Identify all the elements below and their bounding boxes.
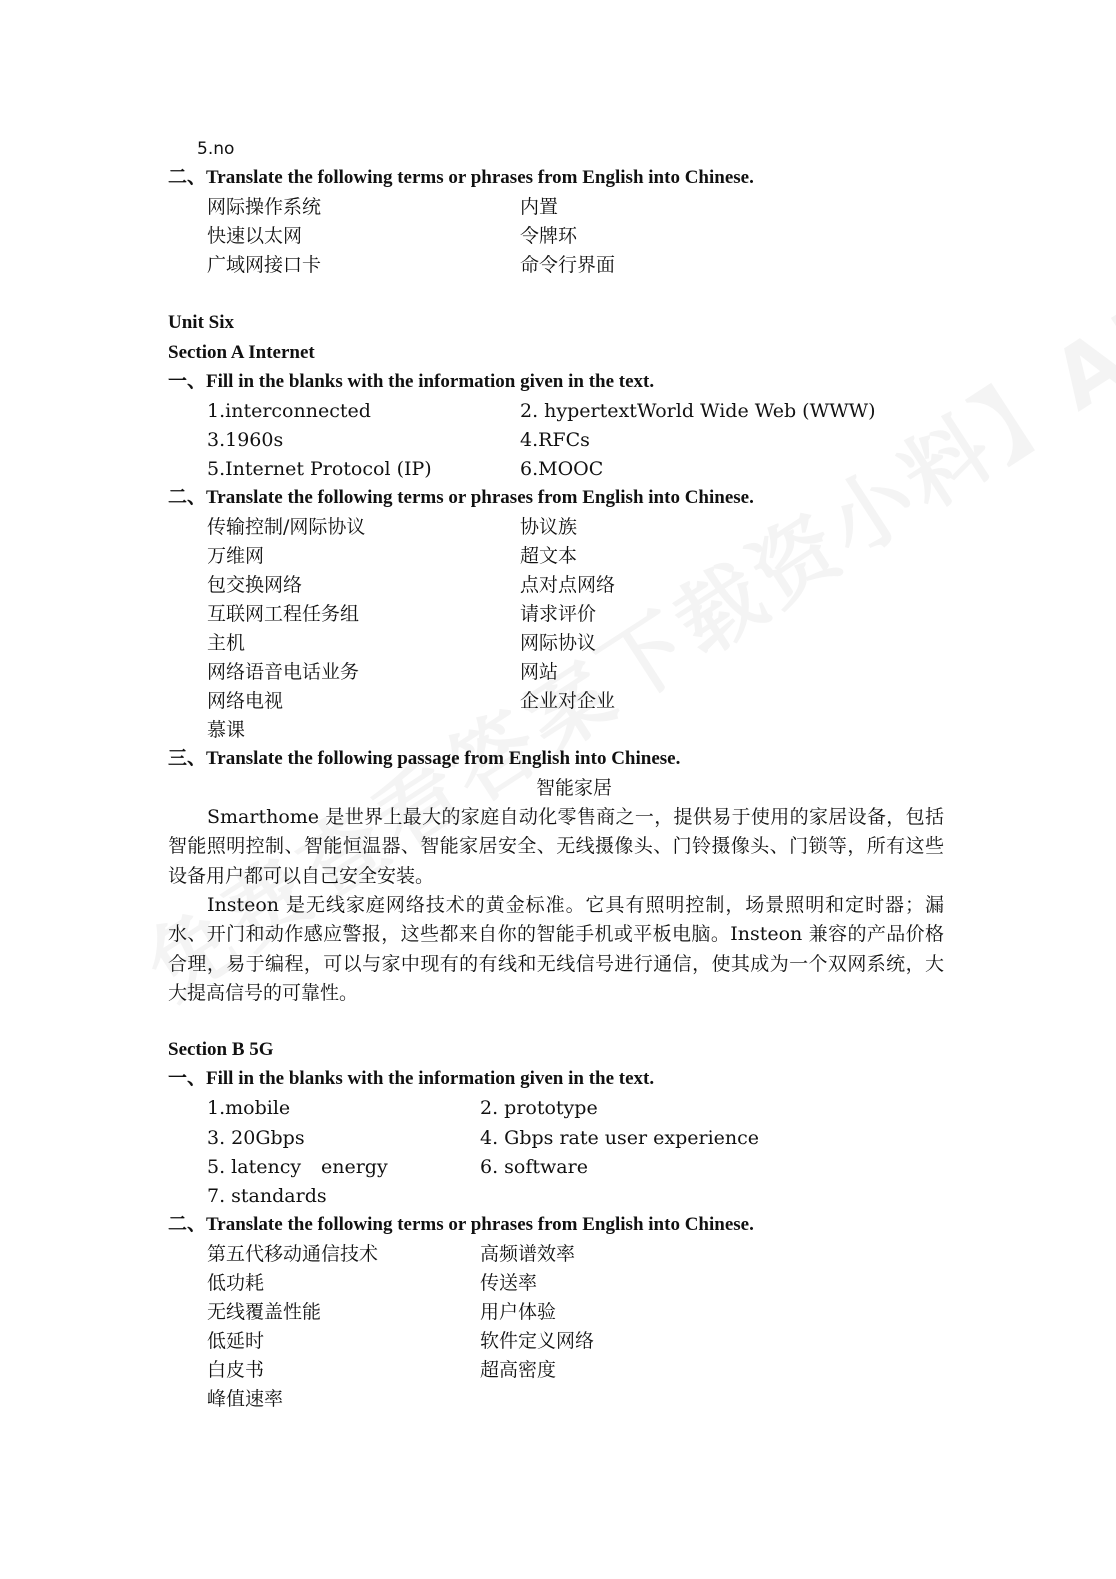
answer-row: 3.1960s 4.RFCs <box>207 429 590 451</box>
term-row: 峰值速率 <box>207 1388 284 1410</box>
term-row: 快速以太网 令牌环 <box>207 225 578 247</box>
section-heading: 三、Translate the following passage from English into Chinese. <box>168 748 681 769</box>
passage-paragraph: Insteon 是无线家庭网络技术的黄金标准。它具有照明控制，场景照明和定时器；漏水、开门和动作感应警报，这些都来自你的智能手机或平板电脑。Insteon 兼容的产品价格合理，易于编程，可以与家中现有的有线和无线信号进行通信，使其成为一个双网系统，大大提高信号的可靠性。 <box>168 894 944 1004</box>
term-row: 主机 网际协议 <box>207 632 597 654</box>
term-row: 互联网工程任务组 请求评价 <box>207 603 597 625</box>
term-row: 广域网接口卡 命令行界面 <box>207 254 616 276</box>
passage-paragraph: Smarthome 是世界上最大的家庭自动化零售商之一，提供易于使用的家居设备，包括智能照明控制、智能恒温器、智能家居安全、无线摄像头、门铃摄像头、门锁等，所有这些设备用户都可以自己安全安装。 <box>168 806 944 887</box>
term-row: 第五代移动通信技术 高频谱效率 <box>207 1243 576 1265</box>
term-row: 慕课 <box>207 719 246 741</box>
answer-row: 5.Internet Protocol (IP) 6.MOOC <box>207 458 604 480</box>
term-row: 低延时 软件定义网络 <box>207 1330 595 1352</box>
term-row: 万维网 超文本 <box>207 545 578 567</box>
unit-title: Unit Six <box>168 312 234 333</box>
term-row: 无线覆盖性能 用户体验 <box>207 1301 557 1323</box>
term-row: 包交换网络 点对点网络 <box>207 574 616 596</box>
section-heading: 二、Translate the following terms or phrases from English into Chinese. <box>168 487 754 508</box>
term-row: 网络电视 企业对企业 <box>207 690 616 712</box>
term-row: 传输控制/网际协议 协议族 <box>207 516 578 538</box>
section-heading: 一、Fill in the blanks with the information given in the text. <box>168 371 655 392</box>
section-heading: 二、Translate the following terms or phrases from English into Chinese. <box>168 1214 754 1235</box>
section-title: Section B 5G <box>168 1039 274 1060</box>
answer-row: 7. standards <box>207 1185 327 1207</box>
answer-row: 1.mobile 2. prototype <box>207 1097 598 1119</box>
passage-title: 智能家居 <box>536 777 613 799</box>
answer-row: 3. 20Gbps 4. Gbps rate user experience <box>207 1127 760 1149</box>
term-row: 网际操作系统 内置 <box>207 196 559 218</box>
list-item: 5.no <box>197 139 235 159</box>
section-title: Section A Internet <box>168 342 315 363</box>
term-row: 网络语音电话业务 网站 <box>207 661 559 683</box>
section-heading: 二、Translate the following terms or phrases from English into Chinese. <box>168 167 754 188</box>
term-row: 白皮书 超高密度 <box>207 1359 557 1381</box>
answer-row: 1.interconnected 2. hypertext World Wide Web (WWW) <box>207 400 876 422</box>
section-heading: 一、Fill in the blanks with the information given in the text. <box>168 1068 655 1089</box>
answer-row: 5. latency energy 6. software <box>207 1156 588 1178</box>
term-row: 低功耗 传送率 <box>207 1272 538 1294</box>
